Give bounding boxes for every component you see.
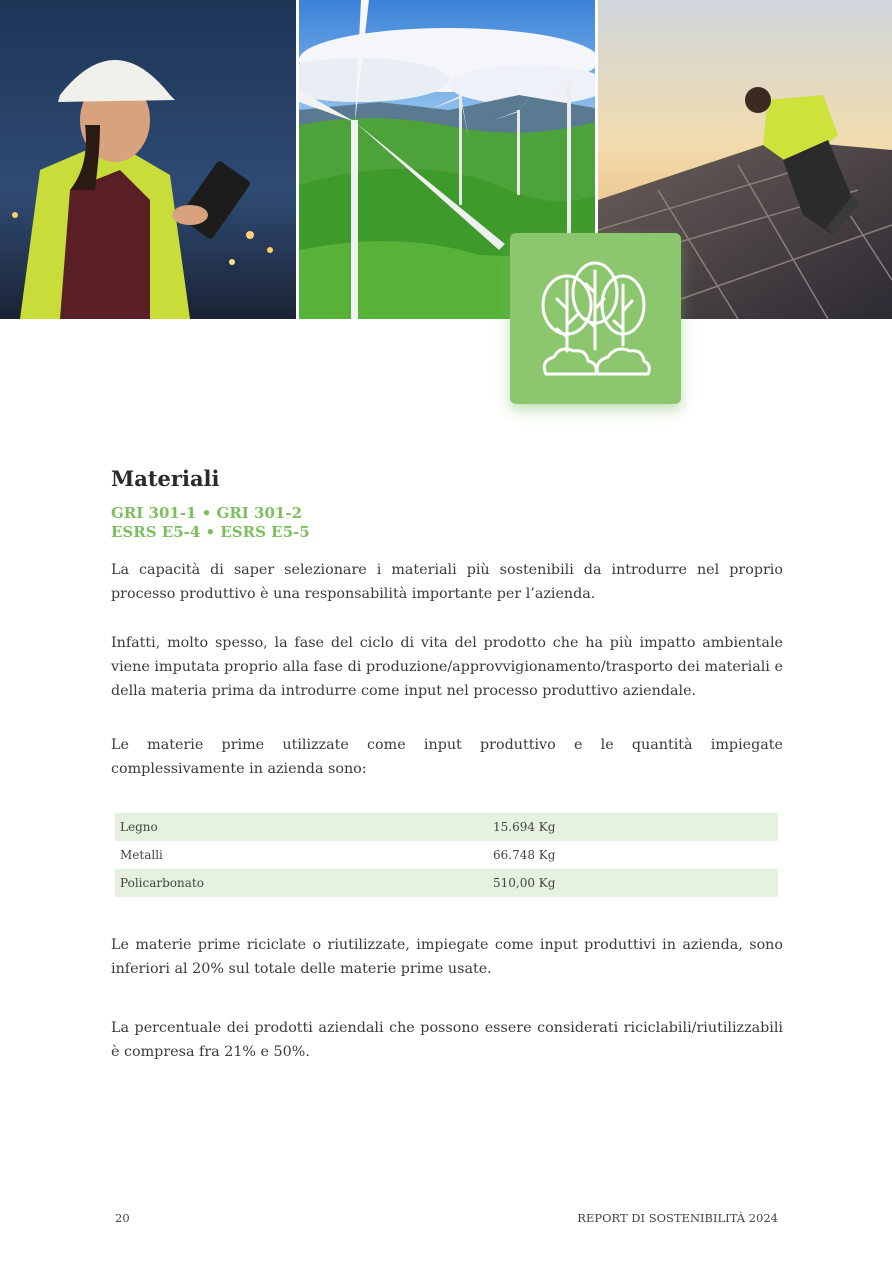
material-quantity: 66.748 Kg — [493, 848, 556, 862]
materials-intro-paragraph: Le materie prime utilizzate come input produttivo e le quantità impiegate complessivamente in azienda sono: — [111, 737, 783, 777]
table-row — [115, 841, 778, 869]
esrs-codes: ESRS E5-4 • ESRS E5-5 — [111, 523, 310, 541]
trees-clouds-icon — [510, 233, 681, 404]
material-name: Metalli — [120, 848, 163, 862]
recycled-paragraph: Le materie prime riciclate o riutilizzate, impiegate come input produttivi in azienda, sono inferiori al 20% sul totale delle materie prime usate. — [111, 937, 783, 977]
material-name: Policarbonato — [115, 869, 488, 897]
section-title: Materiali — [111, 466, 220, 491]
sustainability-badge — [510, 233, 681, 404]
material-quantity: 510,00 Kg — [488, 869, 778, 897]
engineer-tablet-photo — [0, 0, 296, 319]
report-title: REPORT DI SOSTENIBILITÀ 2024 — [577, 1211, 778, 1225]
hero-banner — [0, 0, 892, 319]
table-row — [115, 869, 778, 897]
page-number: 20 — [115, 1211, 130, 1225]
table-row — [115, 813, 778, 841]
intro-paragraph: La capacità di saper selezionare i materiali più sostenibili da introdurre nel proprio processo produttivo è una responsabilità importante per l’azienda. — [111, 562, 783, 602]
recyclable-products-paragraph: La percentuale dei prodotti aziendali che possono essere considerati riciclabili/riutilizzabili è compresa fra 21% e 50%. — [111, 1020, 783, 1060]
material-quantity: 15.694 Kg — [488, 813, 778, 841]
materials-table — [115, 813, 778, 897]
gri-codes: GRI 301-1 • GRI 301-2 — [111, 504, 303, 522]
lifecycle-paragraph: Infatti, molto spesso, la fase del ciclo di vita del prodotto che ha più impatto ambientale viene imputata proprio alla fase di produzione/approvvigionamento/trasporto dei materiali e della materia prima da introdurre come input nel processo produttivo aziendale. — [111, 635, 783, 699]
standard-codes — [111, 504, 310, 542]
material-name: Legno — [115, 813, 488, 841]
